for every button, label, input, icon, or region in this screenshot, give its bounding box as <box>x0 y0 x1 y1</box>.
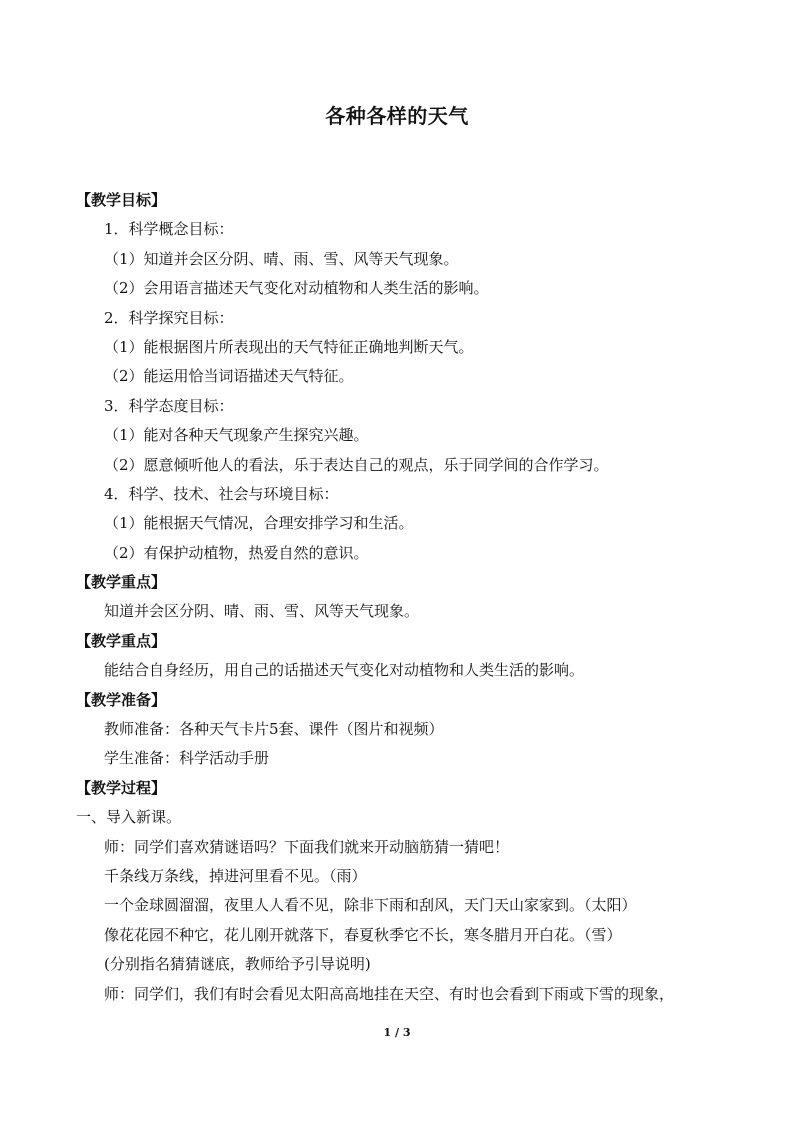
section-heading-objectives: 【教学目标】 <box>76 191 167 209</box>
objective-item: （2）会用语言描述天气变化对动植物和人类生活的影响。 <box>104 279 489 298</box>
riddle: 千条线万条线，掉进河里看不见。（雨） <box>104 866 367 885</box>
paragraph: 师：同学们，我们有时会看见太阳高高地挂在天空、有时也会看到下雨或下雪的现象， <box>104 984 675 1003</box>
step-heading: 一、导入新课。 <box>76 808 182 827</box>
riddle: 一个金球圆溜溜，夜里人人看不见，除非下雨和刮风，天门天山家家到。（太阳） <box>104 896 637 915</box>
paragraph: 学生准备：科学活动手册 <box>104 749 270 768</box>
section-heading-key-points: 【教学重点】 <box>76 573 167 592</box>
objective-item: （2）愿意倾听他人的看法，乐于表达自己的观点，乐于同学间的合作学习。 <box>104 455 609 474</box>
section-heading-preparation: 【教学准备】 <box>76 690 167 709</box>
objective-item: （2）能运用恰当词语描述天气特征。 <box>104 367 354 386</box>
paragraph: (分别指名猜猜谜底，教师给予引导说明) <box>104 955 371 974</box>
document-body <box>0 186 794 1009</box>
paragraph: 能结合自身经历，用自己的话描述天气变化对动植物和人类生活的影响。 <box>104 661 585 680</box>
riddle: 像花花园不种它，花儿刚开就落下，春夏秋季它不长，寒冬腊月开白花。（雪） <box>104 925 622 944</box>
objective-item: （2）有保护动植物，热爱自然的意识。 <box>104 543 369 562</box>
objective-item: （1）能对各种天气现象产生探究兴趣。 <box>104 426 369 445</box>
section-heading-process: 【教学过程】 <box>76 778 167 797</box>
objective-heading-2: 2．科学探究目标： <box>104 308 234 327</box>
objective-item: （1）知道并会区分阴、晴、雨、雪、风等天气现象。 <box>104 249 459 268</box>
section-heading-key-points-2: 【教学重点】 <box>76 631 167 650</box>
objective-heading-3: 3．科学态度目标： <box>104 396 234 415</box>
paragraph: 知道并会区分阴、晴、雨、雪、风等天气现象。 <box>104 602 420 621</box>
page-title: 各种各样的天气 <box>325 104 469 128</box>
objective-item: （1）能根据天气情况，合理安排学习和生活。 <box>104 514 414 533</box>
objective-heading-1: 1．科学概念目标： <box>104 220 234 239</box>
objective-heading-4: 4．科学、技术、社会与环境目标： <box>104 484 339 503</box>
objective-item: （1）能根据图片所表现出的天气特征正确地判断天气。 <box>104 337 474 356</box>
paragraph: 师：同学们喜欢猜谜语吗？下面我们就来开动脑筋猜一猜吧！ <box>104 837 510 856</box>
paragraph: 教师准备：各种天气卡片5套、课件（图片和视频） <box>104 720 444 739</box>
page-number: 1 / 3 <box>383 1026 411 1039</box>
